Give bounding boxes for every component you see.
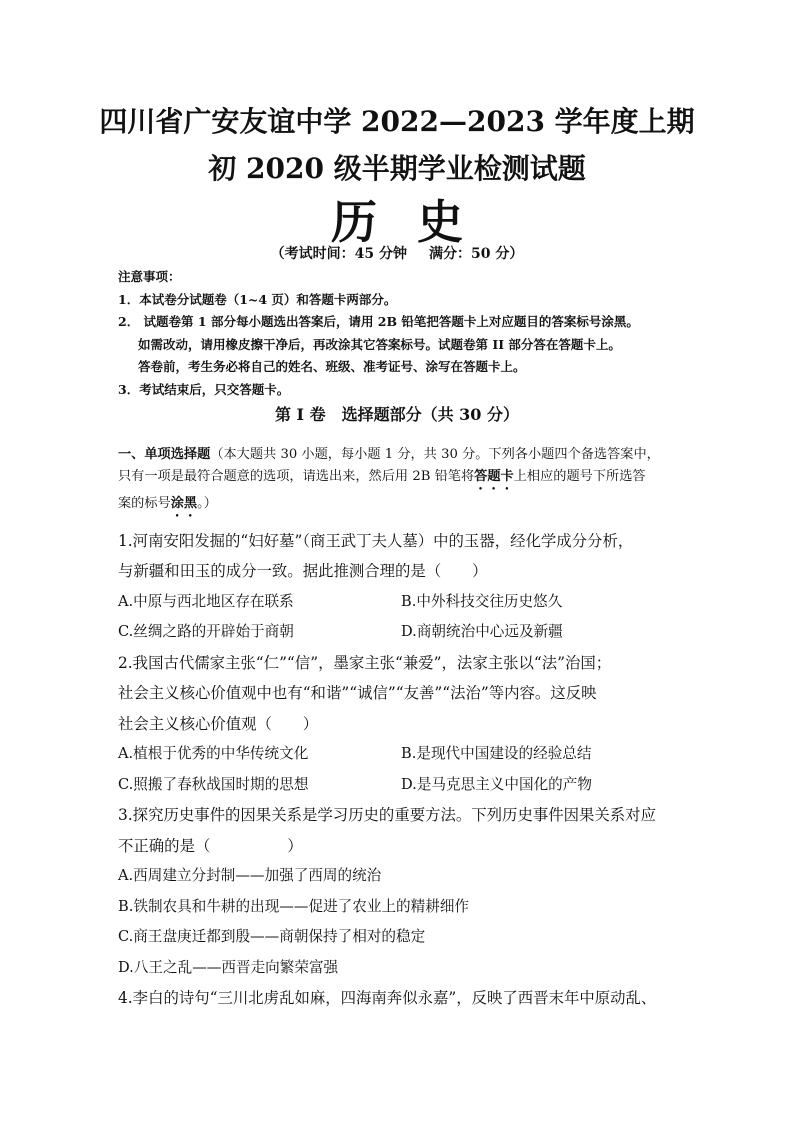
option-d: D.商朝统治中心远及新疆 [401,623,563,640]
option-b: B.铁制农具和牛耕的出现——促进了农业上的精耕细作 [118,897,470,915]
notes-line: 1．本试卷分试题卷（1~4 页）和答题卡两部分。 [118,291,397,307]
section-title: 第 Ⅰ 卷 选择题部分（共 30 分） [274,405,520,424]
question-stem: 与新疆和田玉的成分一致。据此推测合理的是（ ） [118,562,488,580]
question-options [118,587,688,618]
option-d: D.是马克思主义中国化的产物 [401,775,592,793]
question-stem: 2.我国古代儒家主张“仁”“信”，墨家主张“兼爱”，法家主张以“法”治国； [118,653,612,672]
instructions-text: 案的标号 [118,495,171,511]
questions-area [118,444,688,1014]
question-2 [118,648,688,740]
option-a: A.西周建立分封制——加强了西周的统治 [118,867,382,884]
option-a: A.中原与西北地区存在联系 [118,592,294,610]
option-c: C.照搬了春秋战国时期的思想 [118,775,309,793]
fill-black-emphasis: 涂黑 [170,495,198,511]
instructions-text: 。） [197,495,217,511]
full-score: 满分：50 分） [429,246,524,262]
instructions [118,444,688,520]
notes-line: 答卷前，考生务必将自己的姓名、班级、准考证号、涂写在答题卡上。 [138,359,526,374]
instructions-text: （本大题共 30 小题，每小题 1 分，共 30 分。下列各小题四个备选答案中， [210,447,660,462]
exam-notes [118,266,698,401]
instructions-text: 只有一项是最符合题意的选项，请选出来，然后用 2B 铅笔将 [118,468,475,484]
exam-time: （考试时间：45 分钟 [270,246,407,262]
question-1 [118,526,688,587]
notes-line: 3．考试结束后，只交答题卡。 [118,381,290,397]
question-stem: 社会主义核心价值观中也有“和谐”“诚信”“友善”“法治”等内容。这反映 [118,684,597,702]
subject-title: 历史 [331,195,503,249]
question-options [118,770,688,801]
instructions-text: 上相应的题号下所选答 [513,468,646,484]
question-stem: 3.探究历史事件的因果关系是学习历史的重要方法。下列历史事件因果关系对应 [118,806,656,824]
option-c: C.丝绸之路的开辟始于商朝 [118,623,294,640]
question-stem: 不正确的是（ ） [118,836,303,855]
exam-title-line1: 四川省广安友谊中学 2022—2023 学年度上期 [99,105,695,138]
exam-info [0,243,794,263]
option-a: A.植根于优秀的中华传统文化 [118,745,309,762]
instructions-label: 一、单项选择题 [118,447,211,462]
question-stem: 社会主义核心价值观（ ） [118,714,319,733]
question-3 [118,800,688,861]
notes-heading: 注意事项： [118,269,181,284]
question-4 [118,983,688,1014]
exam-title-line2: 初 2020 级半期学业检测试题 [208,152,586,185]
option-d: D.八王之乱——西晋走向繁荣富强 [118,958,339,976]
question-stem: 1.河南安阳发掘的“妇好墓”（商王武丁夫人墓）中的玉器，经化学成分分析， [118,531,634,550]
option-b: B.是现代中国建设的经验总结 [401,745,592,762]
answer-sheet-emphasis: 答题卡 [474,468,514,484]
option-b: B.中外科技交往历史悠久 [401,592,563,610]
notes-line: 2． 试题卷第 1 部分每小题选出答案后，请用 2B 铅笔把答题卡上对应题目的答案标号涂黑。 [118,314,639,329]
question-options [118,617,688,648]
option-c: C.商王盘庚迁都到殷——商朝保持了相对的稳定 [118,928,426,945]
question-stem: 4.李白的诗句“三川北虏乱如麻，四海南奔似永嘉”，反映了西晋末年中原动乱、 [118,989,657,1007]
question-options [118,739,688,770]
notes-line: 如需改动，请用橡皮擦干净后，再改涂其它答案标号。试题卷第 II 部分答在答题卡上。 [138,336,621,352]
